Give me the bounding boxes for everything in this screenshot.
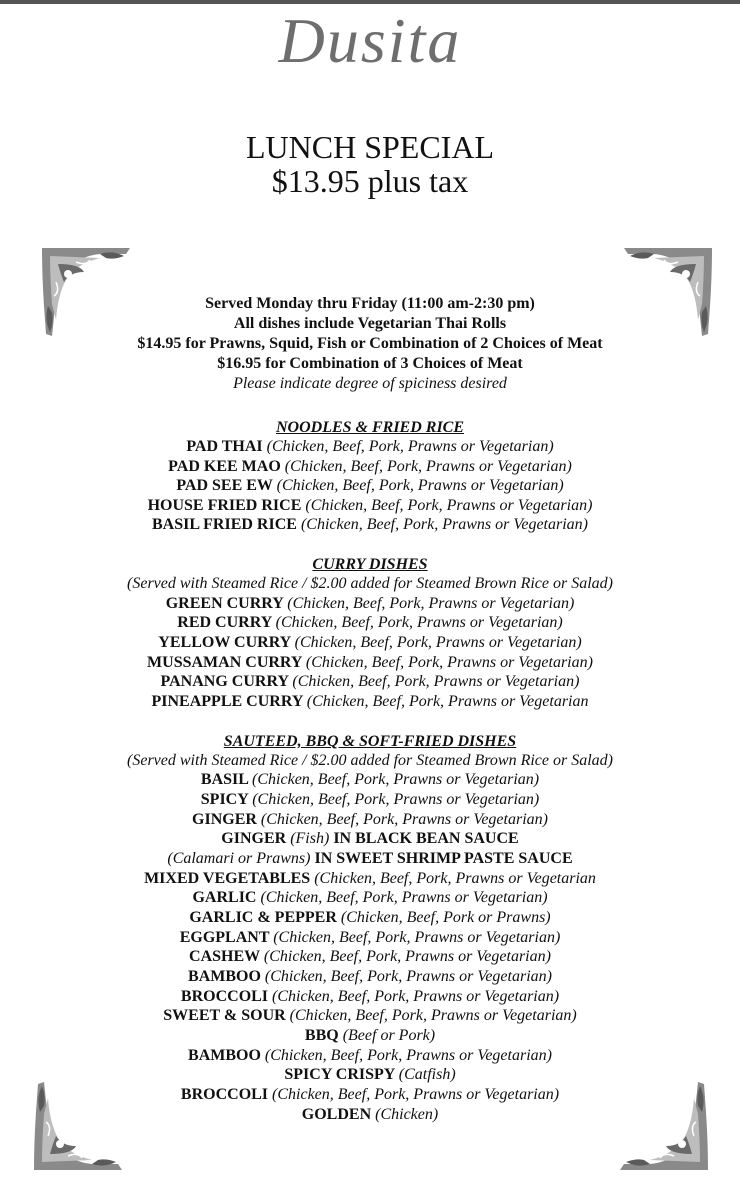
menu-item [0,653,740,673]
item-name: BAMBOO [188,968,261,985]
section-heading-sauteed: SAUTEED, BBQ & SOFT-FRIED DISHES [223,733,517,750]
menu-item [0,457,740,477]
item-options: (Chicken, Beef, Pork, Prawns or Vegetarian) [287,595,575,612]
item-name: MIXED VEGETABLES [144,870,311,887]
menu-item [0,672,740,692]
item-name: SPICY [200,791,249,808]
item-options: (Chicken, Beef, Pork, Prawns or Vegetarian) [260,889,548,906]
item-options: (Fish) [290,830,330,847]
item-options: (Chicken, Beef, Pork, Prawns or Vegetarian) [260,811,548,828]
page-title: LUNCH SPECIAL [245,129,494,165]
spice-note: Please indicate degree of spiciness desired [233,375,507,392]
menu-item [0,1065,740,1085]
item-options: (Chicken, Beef, Pork, Prawns or Vegetarian) [289,1007,577,1024]
item-options: (Chicken, Beef, Pork, Prawns or Vegetarian) [305,654,593,671]
item-name: YELLOW CURRY [158,634,291,651]
item-options: (Chicken, Beef, Pork, Prawns or Vegetarian) [273,929,561,946]
item-name: BASIL FRIED RICE [152,516,297,533]
menu-item [0,1085,740,1105]
item-name: PANANG CURRY [160,673,289,690]
item-name: PAD KEE MAO [168,458,281,475]
menu-item [0,496,740,516]
menu-item [0,770,740,790]
item-name: BAMBOO [188,1047,261,1064]
menu-item [0,613,740,633]
item-name: GINGER [192,811,257,828]
section-note-curry: (Served with Steamed Rice / $2.00 added for Steamed Brown Rice or Salad) [127,575,613,592]
menu-item [0,1026,740,1046]
item-name: GINGER [221,830,287,847]
item-options: (Chicken, Beef, Pork, Prawns or Vegetarian) [275,614,563,631]
menu-item [0,810,740,830]
price-title: $13.95 plus tax [271,163,469,199]
restaurant-logo: Dusita [278,5,462,76]
item-name-suffix: IN BLACK BEAN SAUCE [333,830,519,847]
item-options: (Chicken, Beef, Pork or Prawns) [340,909,551,926]
item-name: GARLIC & PEPPER [189,909,337,926]
item-options: (Chicken, Beef, Pork, Prawns or Vegetarian) [300,516,588,533]
intro-price-2-meats: $14.95 for Prawns, Squid, Fish or Combination of 2 Choices of Meat [137,335,603,352]
item-options: (Chicken, Beef, Pork, Prawns or Vegetarian) [276,477,564,494]
item-name: PAD SEE EW [176,477,273,494]
menu-item [0,437,740,457]
item-options: (Chicken) [375,1106,439,1123]
item-name: PINEAPPLE CURRY [151,693,303,710]
intro-hours: Served Monday thru Friday (11:00 am-2:30 pm) [205,295,535,312]
item-name: BROCCOLI [180,988,269,1005]
item-name: SPICY CRISPY [284,1066,395,1083]
item-options: (Calamari or Prawns) [167,850,311,867]
item-options: (Chicken, Beef, Pork, Prawns or Vegetarian) [284,458,572,475]
menu-item [0,515,740,535]
item-name: BROCCOLI [180,1086,269,1103]
section-heading-curry: CURRY DISHES [312,556,428,573]
logo-area [0,0,740,80]
item-options: (Chicken, Beef, Pork, Prawns or Vegetarian) [272,988,560,1005]
menu-item [0,692,740,712]
menu-item [0,594,740,614]
item-name: RED CURRY [177,614,272,631]
item-name: PAD THAI [186,438,263,455]
menu-item [0,1006,740,1026]
item-name: BASIL [200,771,249,788]
item-options: (Chicken, Beef, Pork, Prawns or Vegetarian) [252,791,540,808]
item-options: (Catfish) [398,1066,456,1083]
menu-item [0,849,740,869]
menu-item [0,888,740,908]
item-name: MUSSAMAN CURRY [147,654,302,671]
item-name: IN SWEET SHRIMP PASTE SAUCE [314,850,573,867]
section-note-sauteed: (Served with Steamed Rice / $2.00 added for Steamed Brown Rice or Salad) [127,752,613,769]
menu-item [0,829,740,849]
item-name: GREEN CURRY [165,595,284,612]
menu-item [0,947,740,967]
item-options: (Chicken, Beef, Pork, Prawns or Vegetarian) [292,673,580,690]
item-options: (Chicken, Beef, Pork, Prawns or Vegetarian) [294,634,582,651]
item-name: HOUSE FRIED RICE [147,497,302,514]
section-heading-noodles: NOODLES & FRIED RICE [275,419,465,436]
item-options: (Chicken, Beef, Pork, Prawns or Vegetarian) [272,1086,560,1103]
item-options: (Chicken, Beef, Pork, Prawns or Vegetarian [306,693,589,710]
menu-item [0,790,740,810]
item-options: (Chicken, Beef, Pork, Prawns or Vegetarian) [263,948,551,965]
item-options: (Chicken, Beef, Pork, Prawns or Vegetarian) [305,497,593,514]
item-name: GARLIC [192,889,257,906]
intro-price-3-meats: $16.95 for Combination of 3 Choices of Meat [217,355,523,372]
menu-item [0,1105,740,1125]
menu-item [0,908,740,928]
item-name: SWEET & SOUR [163,1007,286,1024]
item-name: BBQ [304,1027,339,1044]
intro-thai-rolls: All dishes include Vegetarian Thai Rolls [233,315,507,332]
item-options: (Beef or Pork) [342,1027,436,1044]
menu-item [0,987,740,1007]
menu-item [0,928,740,948]
item-options: (Chicken, Beef, Pork, Prawns or Vegetarian) [264,1047,552,1064]
menu-item [0,869,740,889]
item-options: (Chicken, Beef, Pork, Prawns or Vegetarian [314,870,596,887]
item-options: (Chicken, Beef, Pork, Prawns or Vegetarian) [266,438,554,455]
item-name: EGGPLANT [179,929,270,946]
menu-item [0,1046,740,1066]
item-name: CASHEW [189,948,260,965]
menu-item [0,967,740,987]
menu-item [0,476,740,496]
item-options: (Chicken, Beef, Pork, Prawns or Vegetarian) [264,968,552,985]
item-options: (Chicken, Beef, Pork, Prawns or Vegetarian) [252,771,540,788]
item-name: GOLDEN [301,1106,372,1123]
menu-item [0,633,740,653]
